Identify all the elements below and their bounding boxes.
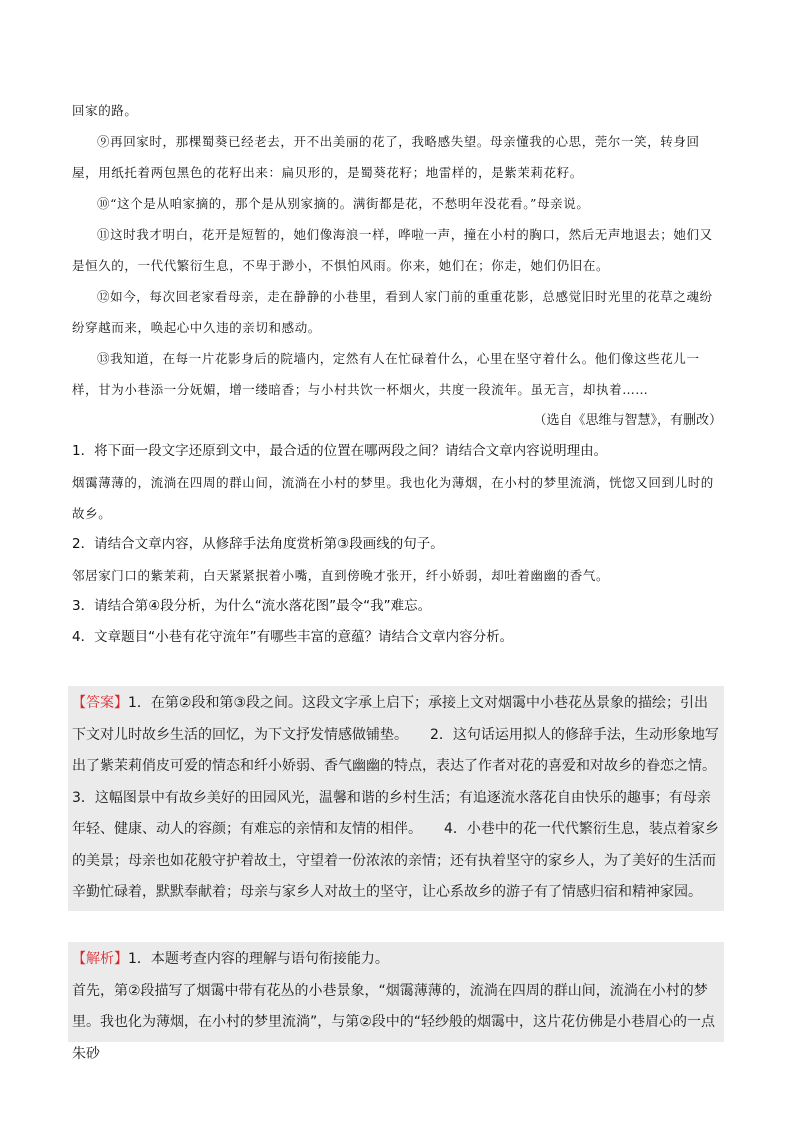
question-2-quote: 邻居家门口的紫茉莉，白天紧紧抿着小嘴，直到傍晚才张开，纤小娇弱，却吐着幽幽的香气。 bbox=[72, 568, 610, 583]
paragraph-11: ⑪这时我才明白，花开是短暂的，她们像海浪一样，哗啦一声，撞在小村的胸口，然后无声地退去；她们又是恒久的，一代代繁衍生息，不卑于渺小，不惧怕风雨。你来，她们在；你走，她们仍旧在。 bbox=[72, 227, 713, 273]
analysis-box bbox=[68, 942, 724, 1062]
analysis-line-2: 首先，第②段描写了烟霭中带有花丛的小巷景象，“烟霭薄薄的，流淌在四周的群山间，流淌在小村的梦里。我也化为薄烟，在小村的梦里流淌”，与第②段中的“轻纱般的烟霭中，这片花仿佛是小巷眉心的一点朱砂 bbox=[72, 982, 716, 1062]
analysis-tag: 【解析】 bbox=[72, 951, 128, 967]
source-note: （选自《思维与智慧》，有删改） bbox=[533, 413, 722, 428]
paragraph-9: ⑨再回家时，那棵蜀葵已经老去，开不出美丽的花了，我略感失望。母亲懂我的心思，莞尔一笑，转身回屋，用纸托着两包黑色的花籽出来：扁贝形的，是蜀葵花籽；地雷样的，是紫茉莉花籽。 bbox=[72, 134, 700, 180]
answer-1: 1．在第②段和第③段之间。这段文字承上启下；承接上文对烟霭中小巷花丛景象的描绘；引出下文对儿时故乡生活的回忆，为下文抒发情感做铺垫。 bbox=[72, 695, 709, 743]
paragraph-10: ⑩“这个是从咱家摘的，那个是从别家摘的。满街都是花，不愁明年没花看。”母亲说。 bbox=[97, 196, 590, 211]
question-1-quote: 烟霭薄薄的，流淌在四周的群山间，流淌在小村的梦里。我也化为薄烟，在小村的梦里流淌，恍惚又回到儿时的故乡。 bbox=[72, 475, 714, 521]
paragraph-13: ⑬我知道，在每一片花影身后的院墙内，定然有人在忙碌着什么，心里在坚守着什么。他们像这些花儿一样，甘为小巷添一分妩媚，增一缕暗香；与小村共饮一杯烟火，共度一段流年。虽无言，却执着…… bbox=[72, 351, 700, 397]
paragraph-12: ⑫如今，每次回老家看母亲，走在静静的小巷里，看到人家门前的重重花影，总感觉旧时光里的花草之魂纷纷穿越而来，唤起心中久违的亲切和感动。 bbox=[72, 289, 713, 335]
question-3: 3．请结合第④段分析，为什么“流水落花图”最令“我”难忘。 bbox=[72, 598, 432, 614]
question-1: 1．将下面一段文字还原到文中，最合适的位置在哪两段之间？请结合文章内容说明理由。 bbox=[72, 443, 608, 459]
answer-3: 3．这幅图景中有故乡美好的田园风光，温馨和谐的乡村生活；有追逐流水落花自由快乐的趣事；有母亲年轻、健康、动人的容颜；有难忘的亲情和友情的相伴。 bbox=[72, 789, 711, 837]
answer-box bbox=[68, 686, 724, 911]
answer-4: 4．小巷中的花一代代繁衍生息，装点着家乡的美景；母亲也如花般守护着故土，守望着一份浓浓的亲情；还有执着坚守的家乡人，为了美好的生活而辛勤忙碌着，默默奉献着；母亲与家乡人对故土的坚守，让心系故乡的游子有了情感归宿和精神家园。 bbox=[72, 821, 719, 900]
question-2: 2．请结合文章内容，从修辞手法角度赏析第③段画线的句子。 bbox=[72, 536, 444, 552]
answer-2: 2．这句话运用拟人的修辞手法，生动形象地写出了紫茉莉俏皮可爱的情态和纤小娇弱、香气幽幽的特点，表达了作者对花的喜爱和对故乡的眷恋之情。 bbox=[72, 726, 719, 774]
question-4: 4．文章题目“小巷有花守流年”有哪些丰富的意蕴？请结合文章内容分析。 bbox=[72, 629, 514, 645]
paragraph-8-end: 回家的路。 bbox=[72, 103, 138, 118]
answer-tag: 【答案】 bbox=[72, 695, 128, 711]
passage-content bbox=[72, 95, 722, 653]
analysis-line-1: 1．本题考查内容的理解与语句衔接能力。 bbox=[128, 951, 389, 967]
